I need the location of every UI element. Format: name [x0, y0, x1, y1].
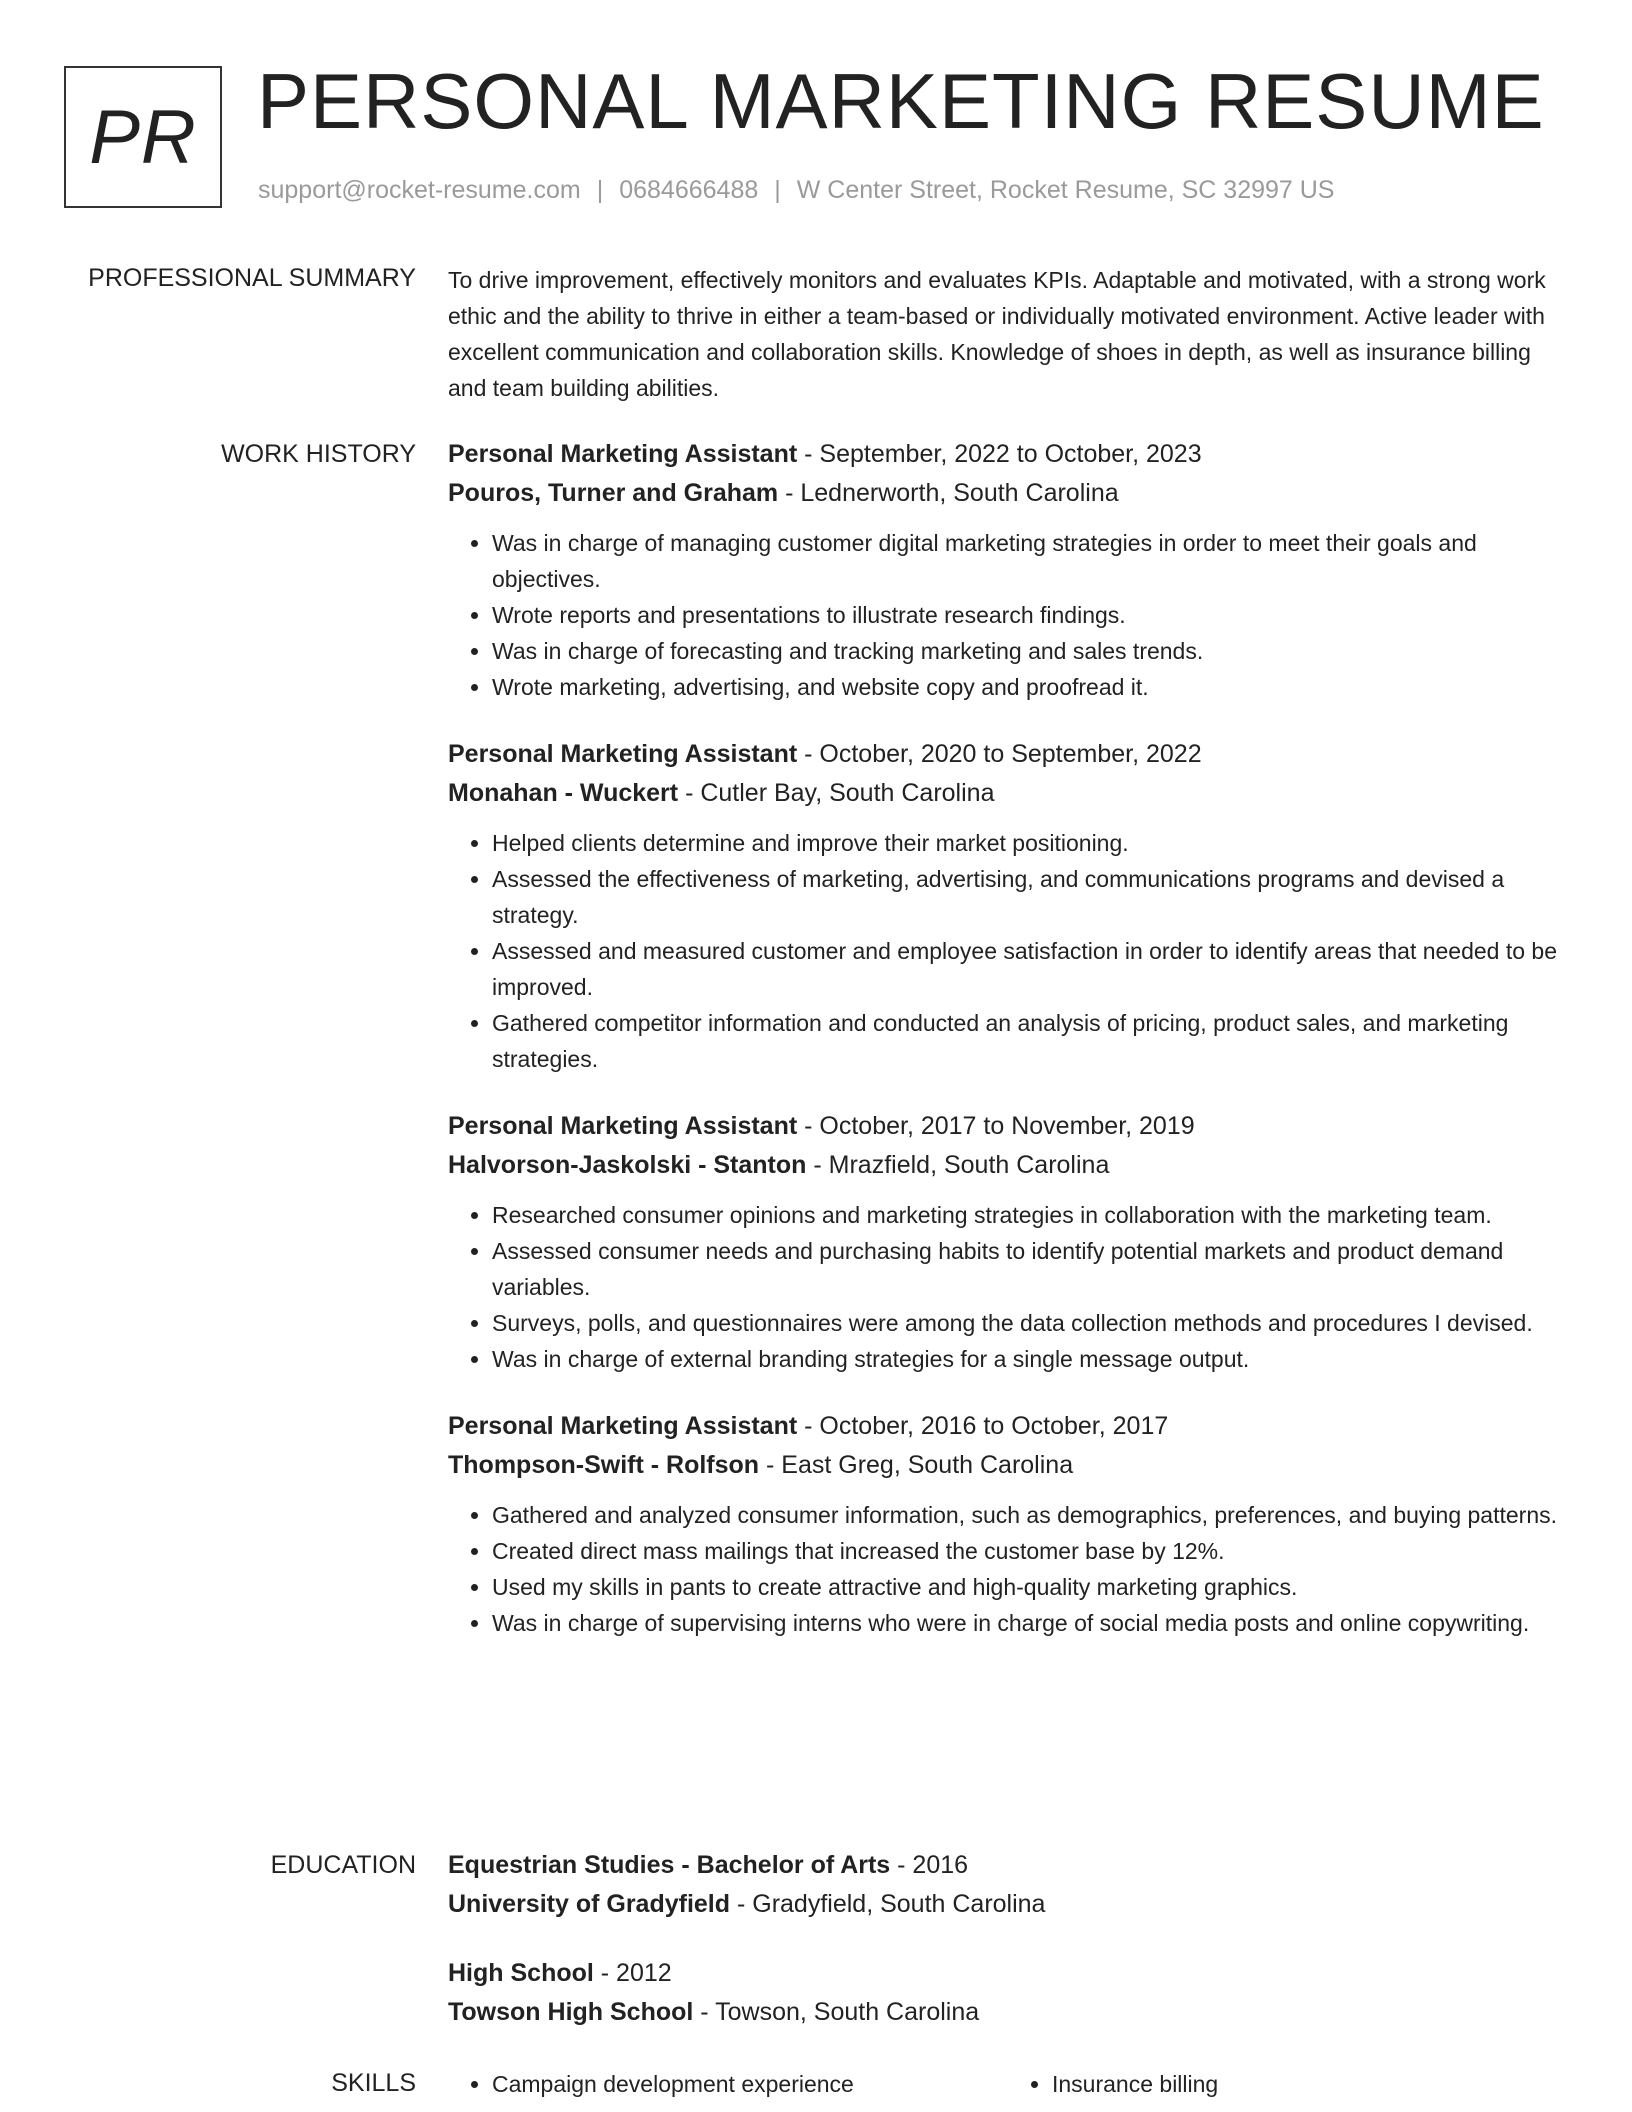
- job-dates: - October, 2016 to October, 2017: [797, 1412, 1169, 1440]
- education-school: Towson High School: [448, 1998, 694, 2026]
- job-bullets: [448, 1197, 1568, 1377]
- education-school: University of Gradyfield: [448, 1890, 731, 1918]
- job-company: Pouros, Turner and Graham: [448, 479, 779, 507]
- education-year: - 2012: [593, 1959, 672, 1987]
- job-bullet: • Researched consumer opinions and marketing strategies in collaboration with the marketing team.: [492, 1197, 1568, 1233]
- job-bullet: • Assessed and measured customer and employee satisfaction in order to identify areas that needed to be improved.: [492, 933, 1568, 1005]
- job-title: Personal Marketing Assistant: [448, 440, 798, 468]
- summary-heading: PROFESSIONAL SUMMARY: [88, 264, 416, 292]
- contact-phone: 0684666488: [619, 176, 759, 204]
- job-company-line: [448, 774, 1568, 813]
- job-location: - Lednerworth, South Carolina: [778, 479, 1119, 507]
- job-title: Personal Marketing Assistant: [448, 740, 798, 768]
- job-title: Personal Marketing Assistant: [448, 1112, 798, 1140]
- summary-text: To drive improvement, effectively monitors and evaluates KPIs. Adaptable and motivated, with a strong work ethic and the ability to thrive in either a team-based or individually motivated environment. Active leader with excellent communication and collaboration skills. Knowledge of shoes in depth, as well as insurance billing and team building abilities.: [448, 267, 1546, 401]
- education-location: - Towson, South Carolina: [693, 1998, 980, 2026]
- job-bullet: • Was in charge of supervising interns who were in charge of social media posts and online copywriting.: [492, 1605, 1568, 1641]
- job-title-line: [448, 735, 1568, 774]
- resume-title: PERSONAL MARKETING RESUME: [257, 57, 1545, 145]
- job-bullet: • Was in charge of forecasting and tracking marketing and sales trends.: [492, 633, 1568, 669]
- education-school-line: [448, 1993, 1568, 2032]
- job-location: - East Greg, South Carolina: [759, 1451, 1074, 1479]
- job-location: - Cutler Bay, South Carolina: [678, 779, 995, 807]
- job-dates: - October, 2020 to September, 2022: [797, 740, 1202, 768]
- education-degree: Equestrian Studies - Bachelor of Arts: [448, 1851, 891, 1879]
- skills-list-right: [1008, 2066, 1568, 2102]
- job-company-line: [448, 1146, 1568, 1185]
- education-degree-line: [448, 1846, 1568, 1885]
- education-school-line: [448, 1885, 1568, 1924]
- job-bullets: [448, 1497, 1568, 1641]
- job-bullet: • Helped clients determine and improve their market positioning.: [492, 825, 1568, 861]
- job-company: Monahan - Wuckert: [448, 779, 679, 807]
- contact-email: support@rocket-resume.com: [258, 176, 581, 204]
- job-bullet: • Gathered and analyzed consumer information, such as demographics, preferences, and buying patterns.: [492, 1497, 1568, 1533]
- job-bullet: • Was in charge of external branding strategies for a single message output.: [492, 1341, 1568, 1377]
- skills-heading: SKILLS: [331, 2069, 416, 2097]
- job-bullet: • Surveys, polls, and questionnaires were among the data collection methods and procedures I devised.: [492, 1305, 1568, 1341]
- contact-address: W Center Street, Rocket Resume, SC 32997 US: [796, 176, 1335, 204]
- job-entry: [448, 435, 1568, 705]
- job-bullet: • Assessed consumer needs and purchasing habits to identify potential markets and product demand variables.: [492, 1233, 1568, 1305]
- skill-item: • Campaign development experience: [492, 2066, 1008, 2102]
- job-bullets: [448, 825, 1568, 1077]
- job-title: Personal Marketing Assistant: [448, 1412, 798, 1440]
- education-entry: [448, 1846, 1568, 1924]
- contact-separator: |: [596, 176, 604, 204]
- job-dates: - September, 2022 to October, 2023: [797, 440, 1202, 468]
- job-bullet: • Wrote reports and presentations to illustrate research findings.: [492, 597, 1568, 633]
- education-heading: EDUCATION: [270, 1851, 416, 1879]
- job-entry: [448, 1107, 1568, 1377]
- education-year: - 2016: [890, 1851, 969, 1879]
- job-company: Halvorson-Jaskolski - Stanton: [448, 1151, 807, 1179]
- job-bullet: • Was in charge of managing customer digital marketing strategies in order to meet their goals and objectives.: [492, 525, 1568, 597]
- education-degree: High School: [448, 1959, 594, 1987]
- work-history-heading: WORK HISTORY: [221, 440, 416, 468]
- skill-item: • Insurance billing: [1052, 2066, 1568, 2102]
- job-company-line: [448, 1446, 1568, 1485]
- job-bullet: • Wrote marketing, advertising, and website copy and proofread it.: [492, 669, 1568, 705]
- education-location: - Gradyfield, South Carolina: [730, 1890, 1046, 1918]
- job-bullets: [448, 525, 1568, 705]
- contact-separator: |: [774, 176, 781, 204]
- education-entry: [448, 1954, 1568, 2032]
- skills-columns: [448, 2066, 1568, 2102]
- job-company-line: [448, 474, 1568, 513]
- job-title-line: [448, 435, 1568, 474]
- skills-list-left: [448, 2066, 1008, 2102]
- monogram-logo: PR: [64, 66, 222, 208]
- job-title-line: [448, 1107, 1568, 1146]
- job-title-line: [448, 1407, 1568, 1446]
- job-entry: [448, 735, 1568, 1077]
- job-bullet: • Gathered competitor information and conducted an analysis of pricing, product sales, and marketing strategies.: [492, 1005, 1568, 1077]
- job-company: Thompson-Swift - Rolfson: [448, 1451, 760, 1479]
- job-entry: [448, 1407, 1568, 1641]
- contact-line: [258, 174, 1335, 206]
- job-bullet: • Used my skills in pants to create attractive and high-quality marketing graphics.: [492, 1569, 1568, 1605]
- job-bullet: • Assessed the effectiveness of marketing, advertising, and communications programs and devised a strategy.: [492, 861, 1568, 933]
- job-dates: - October, 2017 to November, 2019: [797, 1112, 1195, 1140]
- job-bullet: • Created direct mass mailings that increased the customer base by 12%.: [492, 1533, 1568, 1569]
- education-degree-line: [448, 1954, 1568, 1993]
- job-location: - Mrazfield, South Carolina: [806, 1151, 1110, 1179]
